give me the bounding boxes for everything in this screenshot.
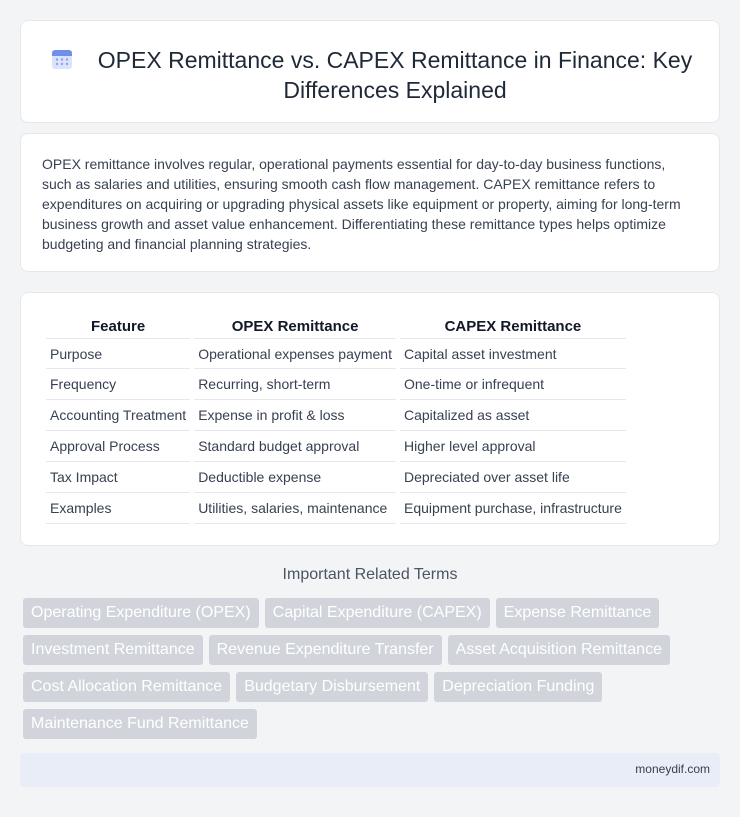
term-tag[interactable]: Asset Acquisition Remittance [448,635,670,665]
summary-text: OPEX remittance involves regular, operational payments essential for day-to-day business functions, such as salaries and utilities, ensuring smooth cash flow management. CAPEX remittance refers to expenditures on acquiring or upgrading physical assets like equipment or property, aiming for long-term business growth and asset value enhancement. Differentiating these remittance types helps optimize budgeting and financial planning strategies. [42,156,681,252]
comparison-table [42,314,630,524]
table-cell: Accounting Treatment [46,400,190,431]
column-header-feature: Feature [91,318,146,335]
table-cell: Examples [46,493,190,524]
summary-card [20,133,720,272]
table-cell: Capitalized as asset [400,400,626,431]
term-tag[interactable]: Maintenance Fund Remittance [23,709,257,739]
table-cell: Expense in profit & loss [194,400,396,431]
table-cell: Depreciated over asset life [400,462,626,493]
header-card [20,20,720,123]
table-cell: Operational expenses payment [194,338,396,369]
page-title: OPEX Remittance vs. CAPEX Remittance in Finance: Key Differences Explained [97,47,693,103]
table-cell: Capital asset investment [400,338,626,369]
term-tag[interactable]: Expense Remittance [496,598,660,628]
term-tag[interactable]: Cost Allocation Remittance [23,672,230,702]
table-cell: Equipment purchase, infrastructure [400,493,626,524]
table-cell: Utilities, salaries, maintenance [194,493,396,524]
footer [20,753,720,787]
term-tag[interactable]: Operating Expenditure (OPEX) [23,598,259,628]
table-cell: Approval Process [46,431,190,462]
table-row [46,493,626,524]
footer-site-link[interactable]: moneydif.com [635,762,710,776]
calendar-icon [50,47,74,71]
column-header-capex: CAPEX Remittance [444,318,582,335]
comparison-table-card [20,292,720,546]
term-tag[interactable]: Investment Remittance [23,635,203,665]
table-cell: One-time or infrequent [400,369,626,400]
table-cell: Deductible expense [194,462,396,493]
related-terms-title: Important Related Terms [282,566,458,583]
table-row [46,338,626,369]
table-header-row [46,314,626,338]
table-cell: Purpose [46,338,190,369]
related-terms-list [23,598,723,739]
table-cell: Frequency [46,369,190,400]
table-row [46,369,626,400]
table-cell: Higher level approval [400,431,626,462]
term-tag[interactable]: Capital Expenditure (CAPEX) [265,598,490,628]
term-tag[interactable]: Budgetary Disbursement [236,672,428,702]
table-cell: Recurring, short-term [194,369,396,400]
column-header-opex: OPEX Remittance [231,318,359,335]
table-cell: Tax Impact [46,462,190,493]
table-row [46,400,626,431]
term-tag[interactable]: Depreciation Funding [434,672,602,702]
term-tag[interactable]: Revenue Expenditure Transfer [209,635,442,665]
table-row [46,431,626,462]
table-row [46,462,626,493]
table-cell: Standard budget approval [194,431,396,462]
